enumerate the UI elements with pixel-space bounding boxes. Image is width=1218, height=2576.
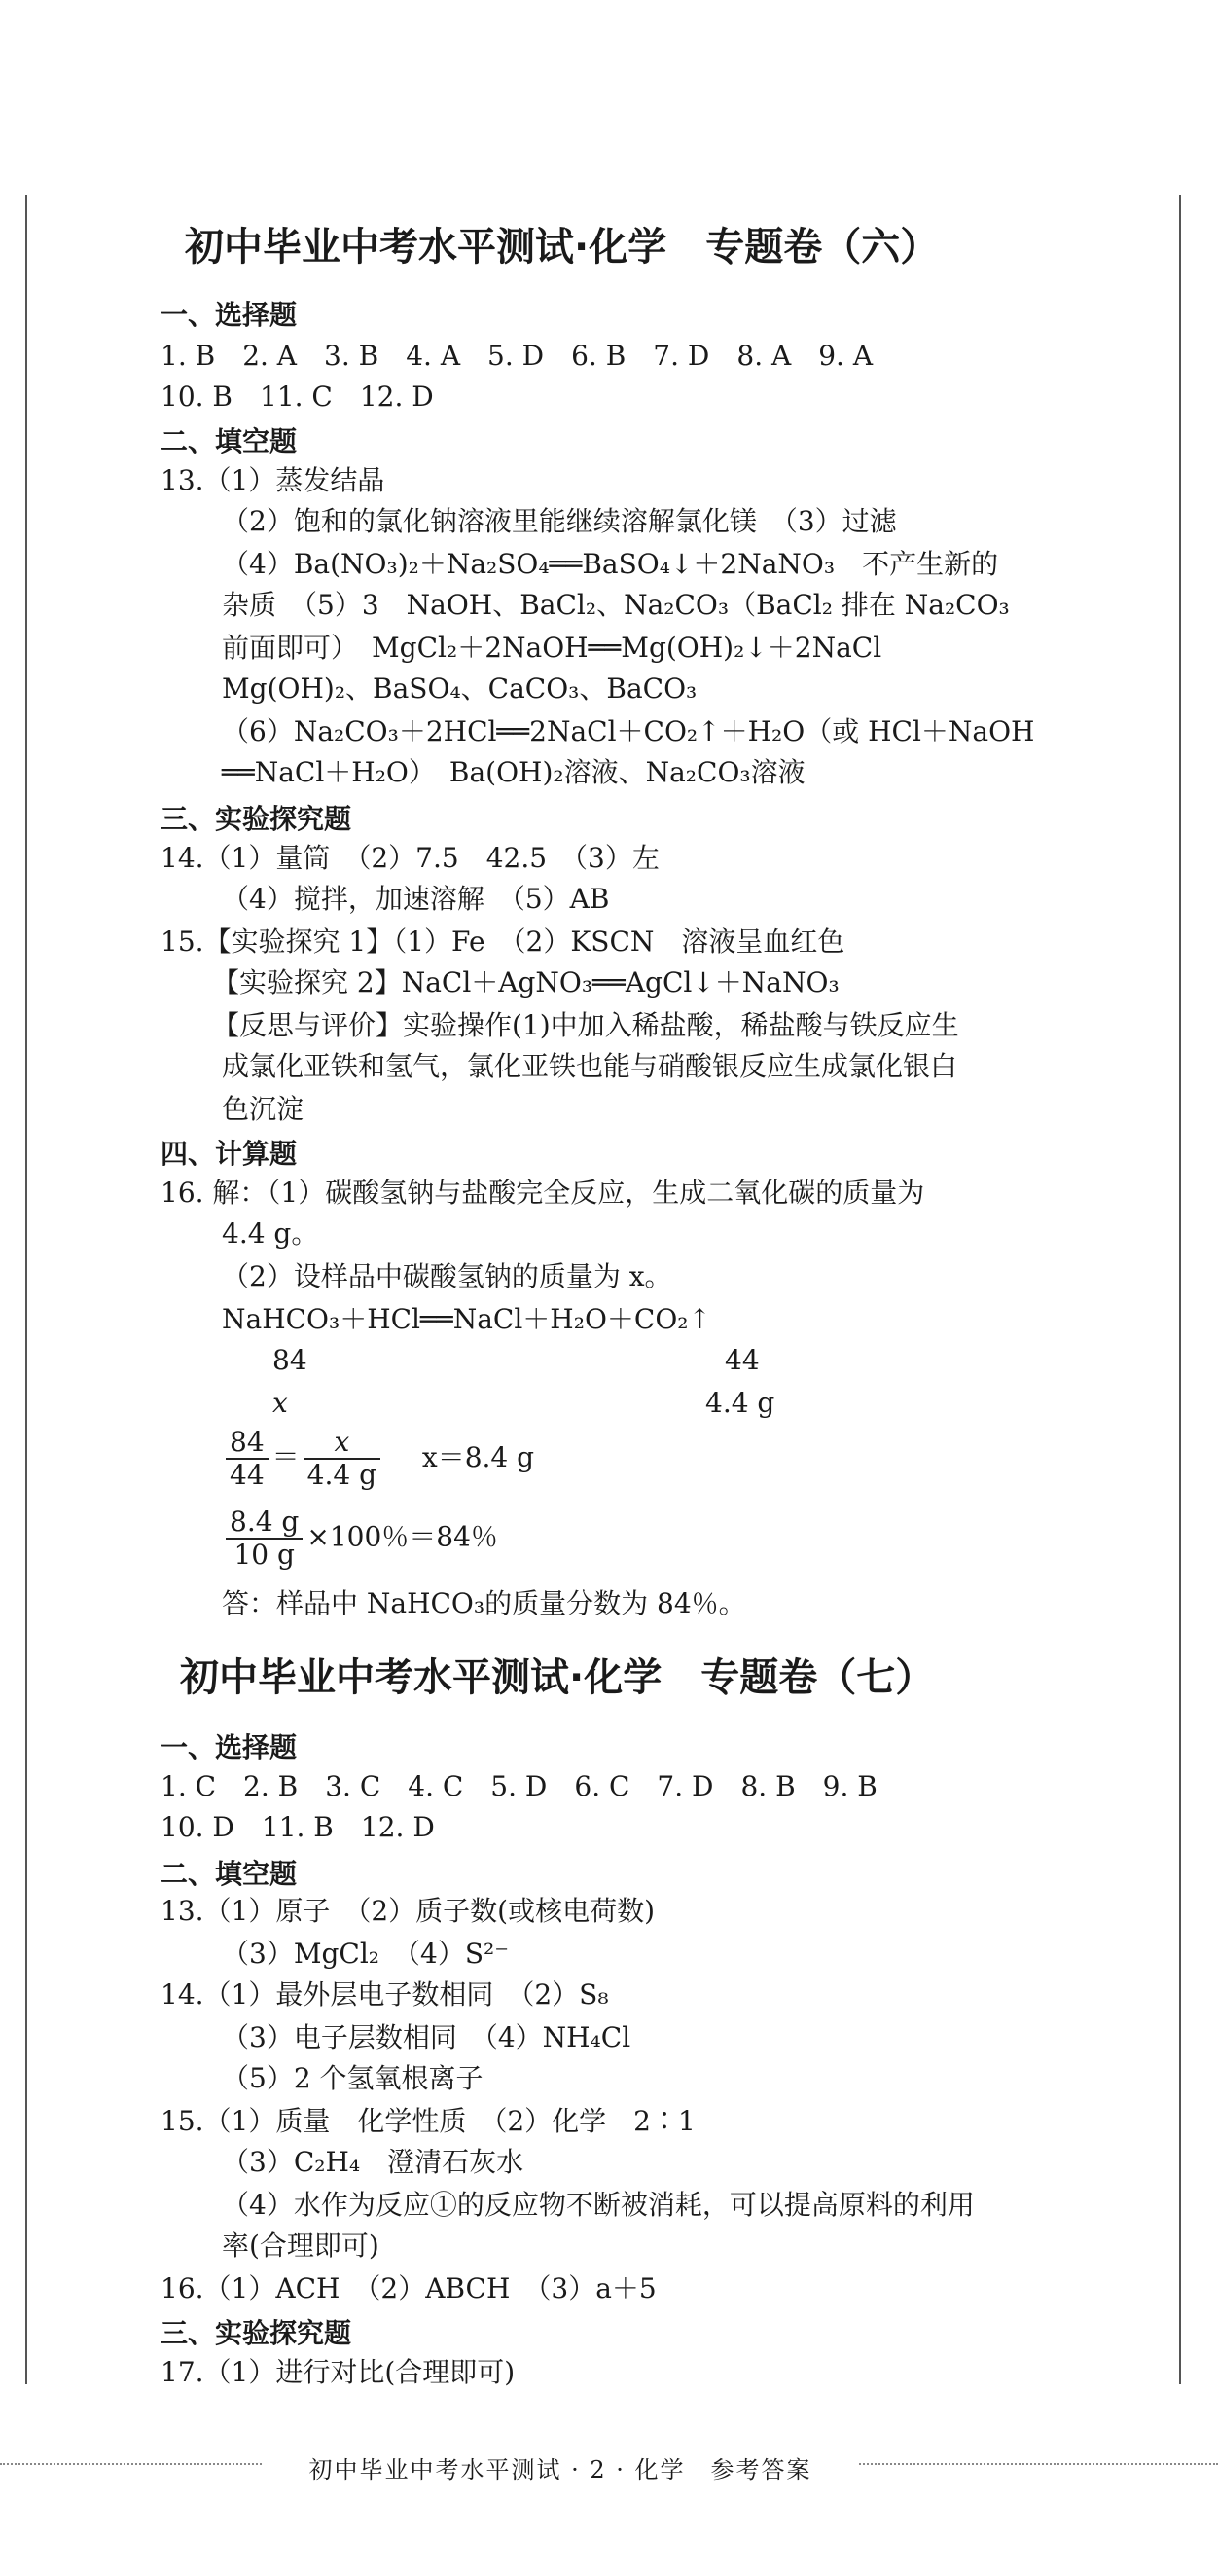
q15-line-4: 率(合理即可) (222, 2230, 379, 2262)
fraction-numerator: x (304, 1427, 380, 1460)
fraction-x-4.4g (304, 1427, 380, 1491)
section-choice-heading: 一、选择题 (161, 1731, 298, 1763)
q13-line-4: 杂质 （5）3 NaOH、BaCl₂、Na₂CO₃（BaCl₂ 排在 Na₂CO₃ (222, 589, 1010, 621)
paper-6-title: 初中毕业中考水平测试·化学 专题卷（六） (185, 225, 940, 270)
fraction-denominator: 44 (230, 1459, 265, 1491)
section-experiment-heading: 三、实验探究题 (161, 2317, 352, 2349)
fraction-denominator: 4.4 g (306, 1459, 377, 1491)
q15-line-2: （3）C₂H₄ 澄清石灰水 (222, 2146, 524, 2178)
q13-line-6: Mg(OH)₂、BaSO₄、CaCO₃、BaCO₃ (222, 672, 698, 705)
section-calc-heading: 四、计算题 (161, 1138, 298, 1170)
q13-line-2: （2）饱和的氯化钠溶液里能继续溶解氯化镁 （3）过滤 (222, 505, 897, 537)
q16-result-x: x＝8.4 g (421, 1440, 535, 1473)
q16-molar-nahco3: 84 (272, 1344, 307, 1376)
q15-line-5: 色沉淀 (222, 1093, 304, 1125)
choice-answers-row-1: 1. B 2. A 3. B 4. A 5. D 6. B 7. D 8. A 9. A (161, 340, 874, 372)
q16-percentage (222, 1506, 498, 1571)
fraction-8.4-10 (226, 1506, 303, 1571)
section-fill-heading: 二、填空题 (161, 1858, 298, 1890)
q16-line-1: 16. 解：（1）碳酸氢钠与盐酸完全反应，生成二氧化碳的质量为 (161, 1177, 925, 1209)
choice-answers-row-2: 10. B 11. C 12. D (161, 381, 434, 413)
q16-answer: 答：样品中 NaHCO₃的质量分数为 84％。 (222, 1587, 746, 1619)
q13-line-1: 13.（1）原子 （2）质子数(或核电荷数) (161, 1895, 656, 1927)
fraction-denominator: 10 g (233, 1539, 295, 1571)
paper-7-title: 初中毕业中考水平测试·化学 专题卷（七） (180, 1655, 935, 1700)
left-margin-rule (25, 195, 27, 2384)
page-footer: 初中毕业中考水平测试 · 2 · 化学 参考答案 (263, 2450, 858, 2485)
q16-line: 16.（1）ACH （2）ABCH （3）a＋5 (161, 2272, 657, 2304)
q16-line-2: 4.4 g。 (222, 1217, 319, 1250)
q16-proportion (222, 1427, 534, 1491)
section-choice-heading: 一、选择题 (161, 299, 298, 331)
q16-percentage-result: ×100％＝84％ (306, 1520, 498, 1553)
section-fill-heading: 二、填空题 (161, 425, 298, 457)
q16-equation: NaHCO₃＋HCl══NaCl＋H₂O＋CO₂↑ (222, 1303, 711, 1335)
q13-line-1: 13.（1）蒸发结晶 (161, 464, 385, 496)
q14-line-3: （5）2 个氢氧根离子 (222, 2062, 484, 2094)
q15-line-3: 【反思与评价】实验操作(1)中加入稀盐酸，稀盐酸与铁反应生 (212, 1009, 959, 1041)
q14-line-1: 14.（1）量筒 （2）7.5 42.5 （3）左 (161, 842, 660, 874)
fraction-84-44 (226, 1427, 269, 1491)
equals-sign: ＝ (271, 1440, 300, 1473)
section-experiment-heading: 三、实验探究题 (161, 803, 352, 835)
q15-line-1: 15.（1）质量 化学性质 （2）化学 2∶1 (161, 2105, 696, 2137)
q13-line-2: （3）MgCl₂ （4）S²⁻ (222, 1938, 510, 1970)
q15-line-2: 【实验探究 2】NaCl＋AgNO₃══AgCl↓＋NaNO₃ (212, 966, 840, 998)
q13-line-3: （4）Ba(NO₃)₂＋Na₂SO₄══BaSO₄↓＋2NaNO₃ 不产生新的 (222, 548, 999, 580)
q13-line-8: ══NaCl＋H₂O） Ba(OH)₂溶液、Na₂CO₃溶液 (222, 756, 806, 788)
choice-answers-row-2: 10. D 11. B 12. D (161, 1811, 435, 1843)
q14-line-2: （3）电子层数相同 （4）NH₄Cl (222, 2021, 631, 2053)
q16-line-3: （2）设样品中碳酸氢钠的质量为 x。 (222, 1260, 672, 1292)
q14-line-2: （4）搅拌，加速溶解 （5）AB (222, 883, 610, 915)
q15-line-3: （4）水作为反应①的反应物不断被消耗，可以提高原料的利用 (222, 2189, 975, 2221)
q13-line-7: （6）Na₂CO₃＋2HCl══2NaCl＋CO₂↑＋H₂O（或 HCl＋NaOH (222, 715, 1035, 747)
q15-line-4: 成氯化亚铁和氢气，氯化亚铁也能与硝酸银反应生成氯化银白 (222, 1050, 958, 1082)
q16-molar-co2: 44 (725, 1344, 760, 1376)
fraction-numerator: 84 (226, 1427, 269, 1460)
q16-mass-co2: 4.4 g (705, 1387, 775, 1419)
q15-line-1: 15.【实验探究 1】（1）Fe （2）KSCN 溶液呈血红色 (161, 925, 845, 958)
q17-line-1: 17.（1）进行对比(合理即可) (161, 2356, 516, 2388)
choice-answers-row-1: 1. C 2. B 3. C 4. C 5. D 6. C 7. D 8. B 9. B (161, 1770, 878, 1802)
q14-line-1: 14.（1）最外层电子数相同 （2）S₈ (161, 1978, 609, 2011)
fraction-numerator: 8.4 g (226, 1506, 303, 1540)
right-margin-rule (1179, 195, 1181, 2384)
q13-line-5: 前面即可） MgCl₂＋2NaOH══Mg(OH)₂↓＋2NaCl (222, 632, 882, 664)
q16-unknown-x: x (272, 1387, 288, 1419)
